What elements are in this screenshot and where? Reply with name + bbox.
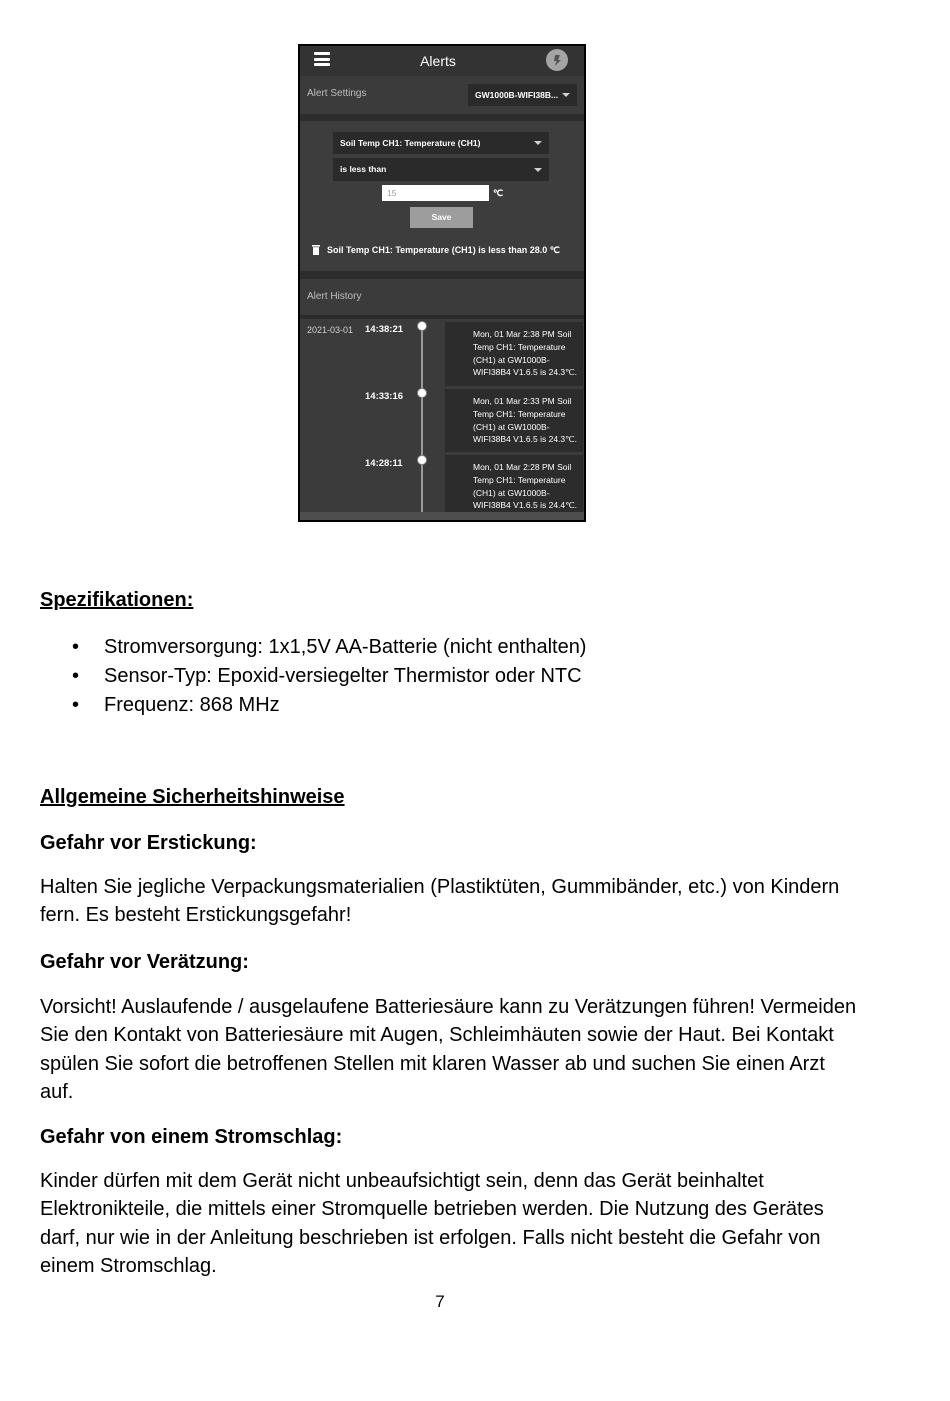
- section-title: Gefahr vor Verätzung:: [40, 951, 249, 973]
- spec-item: Sensor-Typ: Epoxid-versiegelter Thermistor oder NTC: [104, 665, 582, 687]
- section-text: Halten Sie jegliche Verpackungsmaterialien (Plastiktüten, Gummibänder, etc.) von Kindern fern. Es besteht Erstickungsgefahr!: [40, 876, 840, 927]
- device-select: [468, 84, 577, 106]
- existing-alert: Soil Temp CH1: Temperature (CH1) is less than 28.0 ℃: [327, 245, 560, 255]
- bullet: •: [72, 694, 80, 716]
- specs-heading: Spezifikationen:: [40, 589, 194, 611]
- chevron-down-icon: [534, 168, 542, 172]
- unit-label: ℃: [493, 188, 504, 198]
- condition-select: [333, 158, 549, 181]
- history-time: 14:28:11: [365, 458, 403, 469]
- chevron-down-icon: [562, 93, 570, 97]
- condition-select-value: is less than: [340, 164, 387, 174]
- history-message-text: Mon, 01 Mar 2:33 PM Soil Temp CH1: Temperature (CH1) at GW1000B-WIFI38B4 V1.6.5 is 24.3℃.: [473, 396, 578, 445]
- threshold-input: 15: [382, 185, 489, 201]
- timeline-dot: [417, 321, 427, 331]
- save-button: Save: [410, 207, 473, 228]
- app-title: Alerts: [420, 53, 456, 69]
- history-message: [445, 322, 583, 386]
- history-time: 14:38:21: [365, 324, 404, 335]
- sensor-select: [333, 132, 549, 154]
- bullet: •: [72, 665, 80, 687]
- chevron-down-icon: [534, 141, 542, 145]
- history-message-text: Mon, 01 Mar 2:38 PM Soil Temp CH1: Temperature (CH1) at GW1000B-WIFI38B4 V1.6.5 is 24.3℃.: [473, 329, 578, 378]
- timeline-line: [421, 326, 423, 520]
- section-divider: [300, 271, 584, 279]
- timeline-dot: [417, 388, 427, 398]
- avatar: [546, 49, 568, 71]
- history-message: [445, 389, 583, 452]
- history-time: 14:33:16: [365, 391, 404, 402]
- history-message-text: Mon, 01 Mar 2:28 PM Soil Temp CH1: Temperature (CH1) at GW1000B-WIFI38B4 V1.6.5 is 24.4℃.: [473, 462, 578, 511]
- history-date: 2021-03-01: [307, 325, 354, 335]
- section-title: Gefahr vor Erstickung:: [40, 832, 257, 854]
- page-number: 7: [435, 1292, 445, 1311]
- bottom-bar: [300, 512, 584, 520]
- spec-item: Frequenz: 868 MHz: [104, 694, 280, 716]
- timeline-dot: [417, 455, 427, 465]
- sensor-select-value: Soil Temp CH1: Temperature (CH1): [340, 138, 481, 148]
- bullet: •: [72, 636, 80, 658]
- section-text: Kinder dürfen mit dem Gerät nicht unbeaufsichtigt sein, denn das Gerät beinhaltet Elektronikteile, die mittels einer Stromquelle betrieben werden. Die Nutzung des Gerätes darf, nur wie in der Anleitung beschrieben ist erfolgen. Falls nicht besteht die Gefahr von einem Stromschlag.: [40, 1170, 824, 1277]
- alert-settings-label: Alert Settings: [307, 88, 367, 99]
- safety-heading: Allgemeine Sicherheitshinweise: [40, 786, 345, 808]
- history-message: [445, 455, 583, 512]
- avatar-icon: [546, 49, 568, 71]
- device-select-value: GW1000B-WIFI38B...: [475, 90, 559, 100]
- section-title: Gefahr von einem Stromschlag:: [40, 1126, 343, 1148]
- spec-item: Stromversorgung: 1x1,5V AA-Batterie (nicht enthalten): [104, 636, 587, 658]
- section-divider: [300, 114, 584, 121]
- alert-history-label: Alert History: [307, 291, 362, 302]
- app-screenshot: [298, 44, 586, 522]
- section-text: Vorsicht! Auslaufende / ausgelaufene Batteriesäure kann zu Verätzungen führen! Vermeiden Sie den Kontakt von Batteriesäure mit Augen, Schleimhäuten sowie der Haut. Bei Kontakt spülen Sie sofort die betroffenen Stellen mit klaren Wasser ab und suchen Sie einen Arzt auf.: [40, 996, 857, 1103]
- trash-icon: [312, 245, 320, 255]
